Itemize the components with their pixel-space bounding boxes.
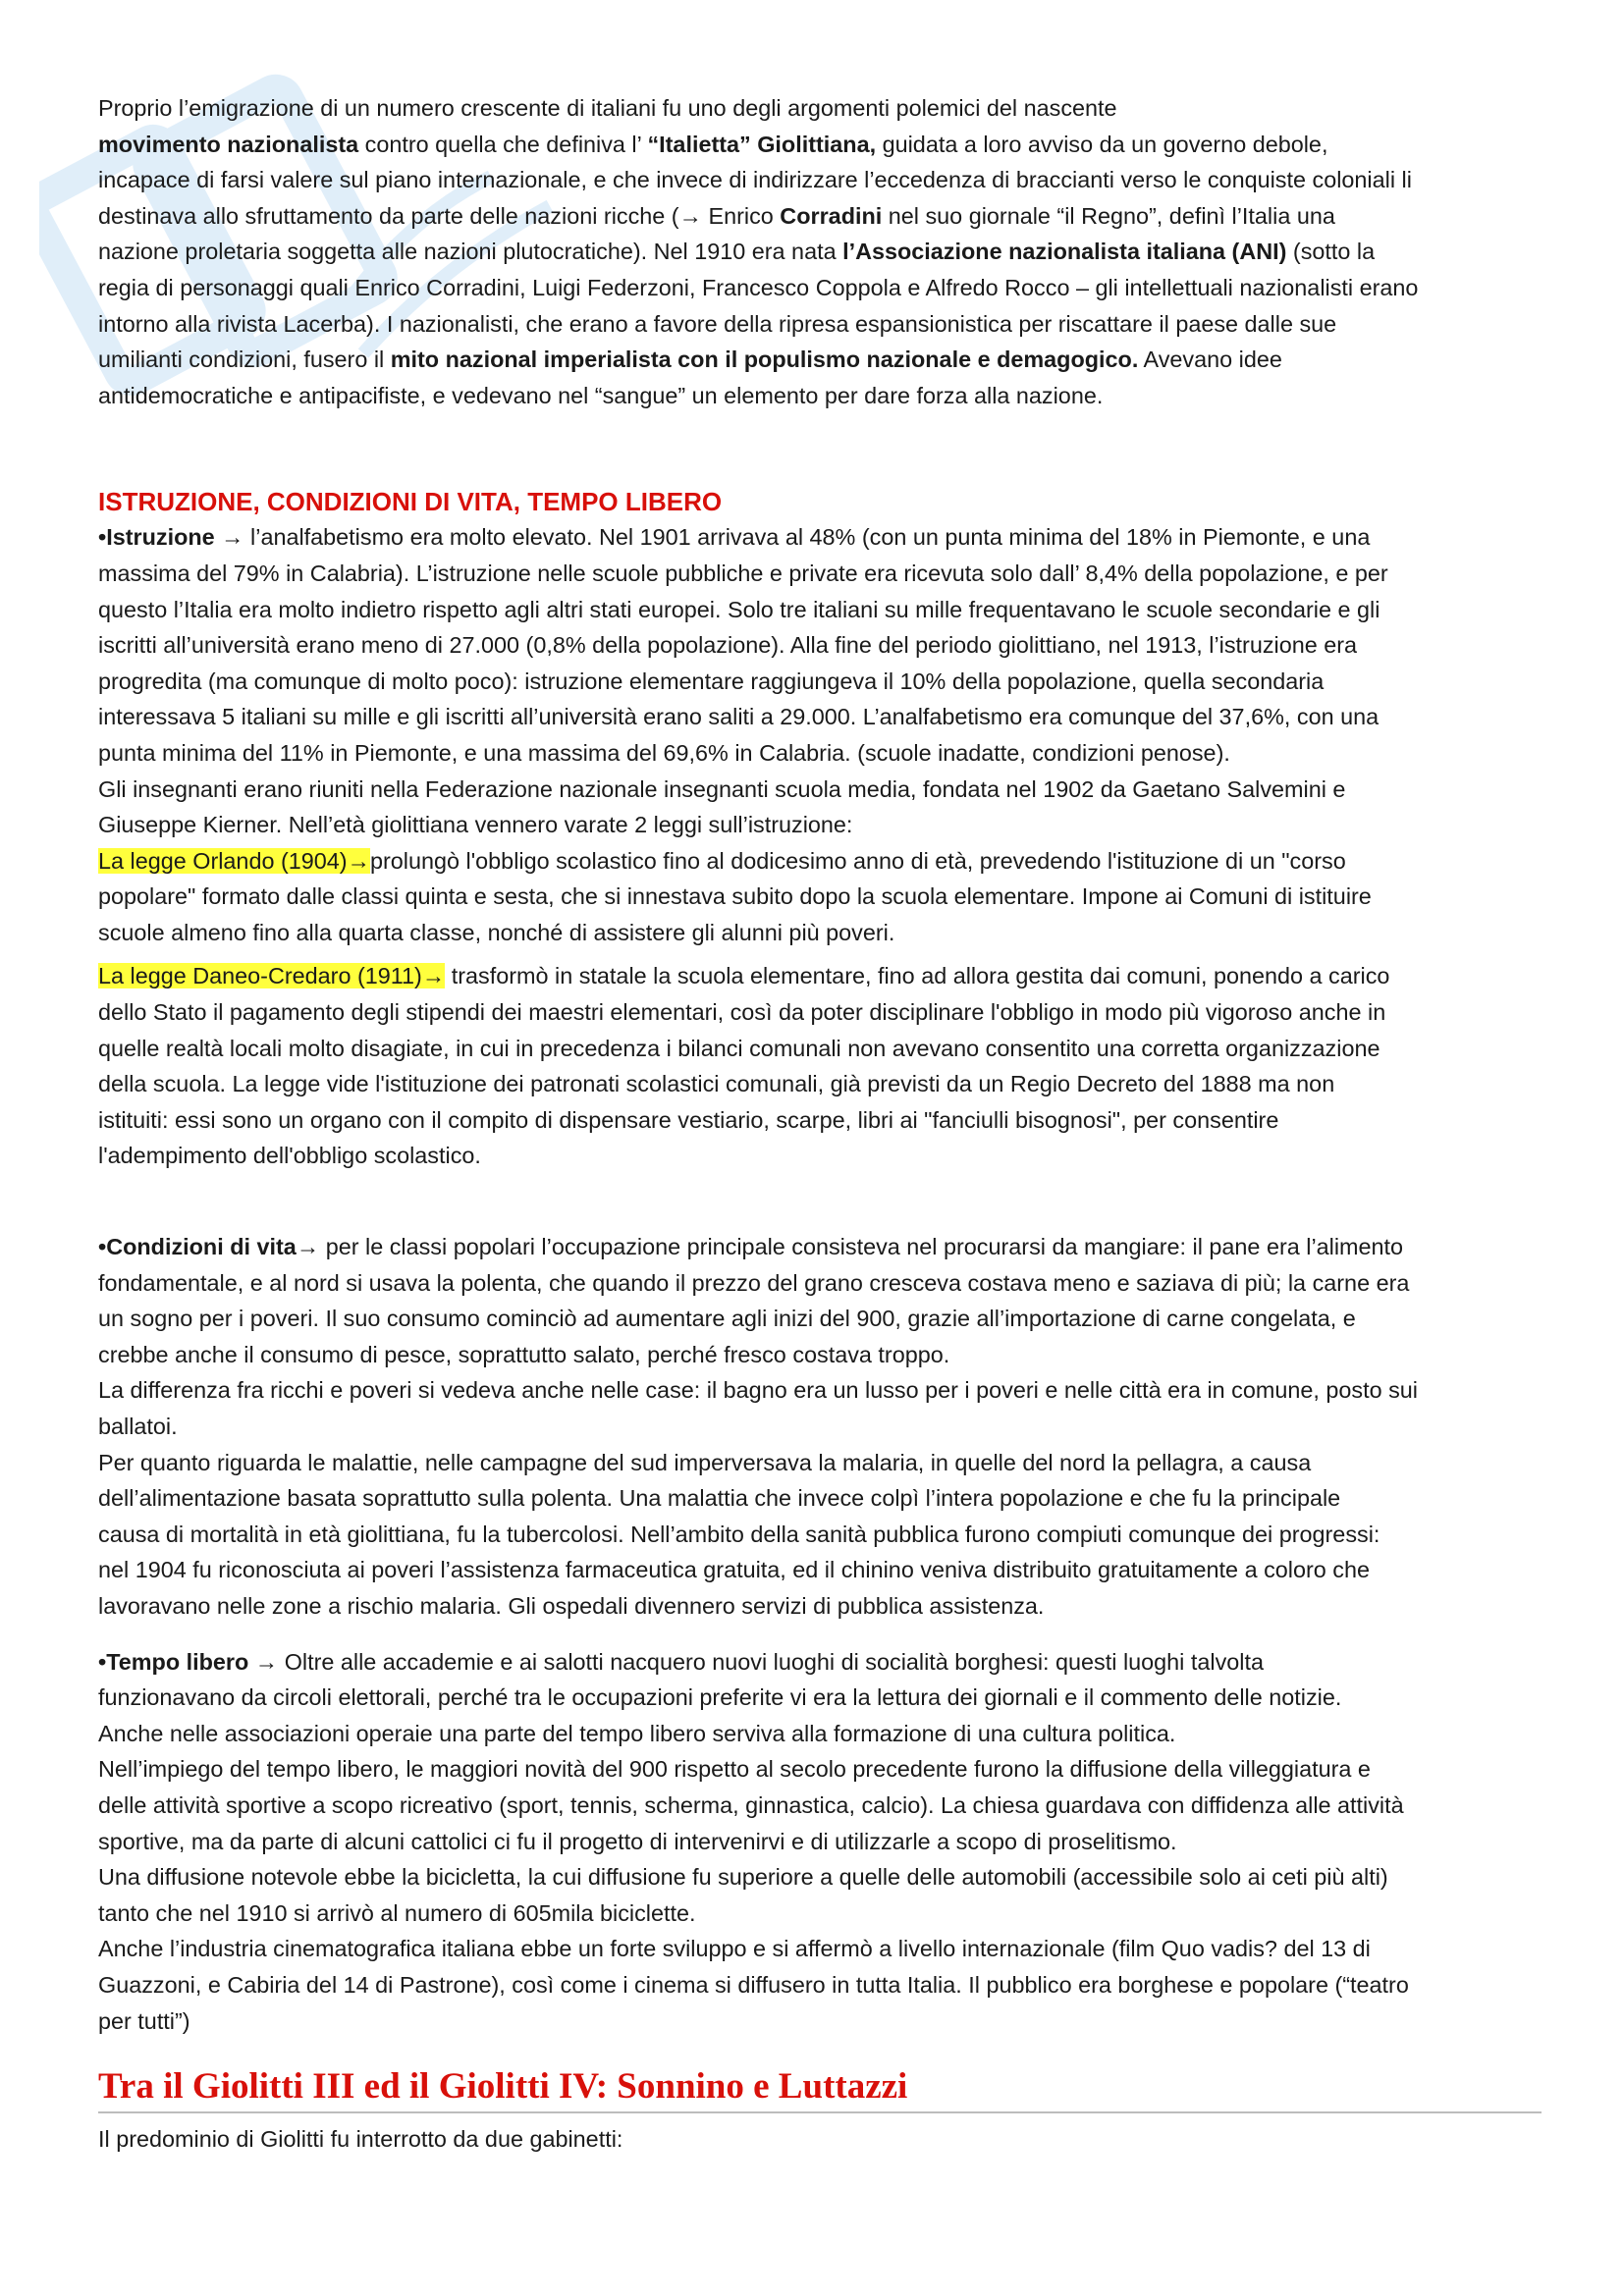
document-page (98, 90, 1542, 2158)
text-line: un sogno per i poveri. Il suo consumo cominciò ad aumentare agli inizi del 900, grazie all’importazione di carne congelata, e (98, 1306, 1356, 1332)
text-line: causa di mortalità in età giolittiana, fu la tubercolosi. Nell’ambito della sanità pubblica furono compiuti comunque dei progressi: (98, 1521, 1380, 1547)
text-line: •Tempo libero → Oltre alle accademie e ai salotti nacquero nuovi luoghi di socialità borghesi: questi luoghi talvolta (98, 1648, 1264, 1675)
text-line: istituiti: essi sono un organo con il compito di dispensare vestiario, scarpe, libri ai "fanciulli bisognosi", per consentire (98, 1106, 1279, 1133)
text-line: incapace di farsi valere sul piano internazionale, e che invece di indirizzare l’eccedenza di braccianti verso le conquiste coloniali li (98, 167, 1412, 193)
text-line: Per quanto riguarda le malattie, nelle campagne del sud imperversava la malaria, in quelle del nord la pellagra, a causa (98, 1449, 1312, 1475)
text-line: Anche nelle associazioni operaie una parte del tempo libero serviva alla formazione di una cultura politica. (98, 1720, 1176, 1746)
text-line: La legge Daneo-Credaro (1911)→ trasformò in statale la scuola elementare, fino ad allora gestita dai comuni, ponendo a carico (98, 963, 1390, 989)
text-line: dello Stato il pagamento degli stipendi dei maestri elementari, così da poter disciplinare l'obbligo in modo più vigoroso anche in (98, 999, 1386, 1026)
text-line: Proprio l’emigrazione di un numero crescente di italiani fu uno degli argomenti polemici del nascente (98, 95, 1117, 121)
text-line: antidemocratiche e antipacifiste, e vedevano nel “sangue” un elemento per dare forza alla nazione. (98, 382, 1104, 408)
text-line: movimento nazionalista contro quella che definiva l’ “Italietta” Giolittiana, guidata a loro avviso da un governo debole, (98, 131, 1328, 157)
text-line: punta minima del 11% in Piemonte, e una massima del 69,6% in Calabria. (scuole inadatte, condizioni penose). (98, 739, 1230, 766)
chapter-title: Tra il Giolitti III ed il Giolitti IV: Sonnino e Luttazzi (98, 2066, 908, 2108)
text-line: regia di personaggi quali Enrico Corradini, Luigi Federzoni, Francesco Coppola e Alfredo Rocco – gli intellettuali nazionalisti erano (98, 274, 1419, 300)
text-line: ballatoi. (98, 1414, 178, 1439)
highlight-legge-daneo-credaro: La legge Daneo-Credaro (1911)→ (98, 963, 446, 989)
text-line: interessava 5 italiani su mille e gli iscritti all’università erano saliti a 29.000. L’analfabetismo era comunque del 37,6%, con una (98, 704, 1380, 730)
text-line: popolare" formato dalle classi quinta e sesta, che si innestava subito dopo la scuola elementare. Impone ai Comuni di istituire (98, 883, 1372, 910)
text-line: destinava allo sfruttamento da parte delle nazioni ricche (→ Enrico Corradini nel suo giornale “il Regno”, definì l’Italia una (98, 202, 1335, 229)
text-line: La differenza fra ricchi e poveri si vedeva anche nelle case: il bagno era un lusso per i poveri e nelle città era in comune, posto sui (98, 1377, 1419, 1404)
text-line: della scuola. La legge vide l'istituzione dei patronati scolastici comunali, già previsti da un Regio Decreto del 1888 ma non (98, 1071, 1335, 1097)
paragraph-nazionalismo (98, 90, 1542, 413)
title-divider (98, 2111, 1542, 2113)
text-line: lavoravano nelle zone a rischio malaria. Gli ospedali divennero servizi di pubblica assistenza. (98, 1592, 1045, 1619)
text-line: Gli insegnanti erano riuniti nella Federazione nazionale insegnanti scuola media, fondata nel 1902 da Gaetano Salvemini e (98, 775, 1346, 802)
text-line: Una diffusione notevole ebbe la bicicletta, la cui diffusione fu superiore a quelle delle automobili (accessibile solo ai ceti più alti) (98, 1864, 1388, 1891)
text-line: Anche l’industria cinematografica italiana ebbe un forte sviluppo e si affermò a livello internazionale (film Quo vadis? del 13 di (98, 1936, 1371, 1962)
text-line: per tutti”) (98, 2007, 190, 2034)
highlight-legge-orlando: La legge Orlando (1904)→ (98, 847, 370, 874)
text-line: iscritti all’università erano meno di 27.000 (0,8% della popolazione). Alla fine del periodo giolittiano, nel 1913, l’istruzione era (98, 632, 1358, 659)
paragraph-istruzione (98, 519, 1542, 842)
text-line: Guazzoni, e Cabiria del 14 di Pastrone), così come i cinema si diffusero in tutta Italia. Il pubblico era borghese e popolare (“teatro (98, 1971, 1409, 1998)
paragraph-condizioni-di-vita (98, 1229, 1542, 1625)
text-line: funzionavano da circoli elettorali, perché tra le occupazioni preferite vi era la lettura dei giornali e il commento delle notizie. (98, 1684, 1342, 1711)
text-line: crebbe anche il consumo di pesce, soprattutto salato, perché fresco costava troppo. (98, 1341, 950, 1367)
text-line: Giuseppe Kierner. Nell’età giolittiana vennero varate 2 leggi sull’istruzione: (98, 812, 853, 838)
text-line: l'adempimento dell'obbligo scolastico. (98, 1143, 481, 1169)
closing-line: Il predominio di Giolitti fu interrotto da due gabinetti: (98, 2126, 623, 2153)
text-line: La legge Orlando (1904)→prolungò l'obbligo scolastico fino al dodicesimo anno di età, prevedendo l'istituzione di un "corso (98, 847, 1346, 874)
legge-daneo-credaro (98, 958, 1542, 1174)
paragraph-tempo-libero (98, 1644, 1542, 2040)
text-line: umilianti condizioni, fusero il mito nazional imperialista con il populismo nazionale e demagogico. Avevano idee (98, 347, 1282, 373)
text-line: intorno alla rivista Lacerba). I nazionalisti, che erano a favore della ripresa espansionistica per riscattare il paese dalle sue (98, 310, 1337, 337)
text-line: Nell’impiego del tempo libero, le maggiori novità del 900 rispetto al secolo precedente furono la diffusione della villeggiatura e (98, 1756, 1371, 1783)
text-line: nazione proletaria soggetta alle nazioni plutocratiche). Nel 1910 era nata l’Associazione nazionalista italiana (ANI) (sotto la (98, 239, 1376, 265)
text-line: scuole almeno fino alla quarta classe, nonché di assistere gli alunni più poveri. (98, 919, 895, 945)
section-heading: ISTRUZIONE, CONDIZIONI DI VITA, TEMPO LIBERO (98, 487, 723, 517)
text-line: quelle realtà locali molto disagiate, in cui in precedenza i bilanci comunali non avevano consentito una corretta organizzazione (98, 1035, 1380, 1061)
text-line: progredita (ma comunque di molto poco): istruzione elementare raggiungeva il 10% della popolazione, quella secondaria (98, 667, 1325, 694)
legge-orlando (98, 843, 1542, 951)
text-line: sportive, ma da parte di alcuni cattolici ci fu il progetto di intervenirvi e di utilizzarle a scopo di proselitismo. (98, 1828, 1177, 1854)
text-line: massima del 79% in Calabria). L’istruzione nelle scuole pubbliche e private era ricevuta solo dall’ 8,4% della popolazione, e per (98, 560, 1388, 586)
text-line: delle attività sportive a scopo ricreativo (sport, tennis, scherma, ginnastica, calcio). La chiesa guardava con diffidenza alle attività (98, 1791, 1404, 1818)
text-line: •Istruzione → l’analfabetismo era molto elevato. Nel 1901 arrivava al 48% (con un punta minima del 18% in Piemonte, e una (98, 524, 1371, 551)
text-line: dell’alimentazione basata soprattutto sulla polenta. Una malattia che invece colpì l’intera popolazione e che fu la principale (98, 1485, 1341, 1512)
text-line: nel 1904 fu riconosciuta ai poveri l’assistenza farmaceutica gratuita, ed il chinino veniva distribuito gratuitamente a coloro che (98, 1557, 1370, 1583)
text-line: •Condizioni di vita→ per le classi popolari l’occupazione principale consisteva nel procurarsi da mangiare: il pane era l’alimento (98, 1234, 1404, 1260)
text-line: fondamentale, e al nord si usava la polenta, che quando il prezzo del grano cresceva costava meno e saziava di più; la carne era (98, 1269, 1410, 1296)
text-line: tanto che nel 1910 si arrivò al numero di 605mila biciclette. (98, 1899, 696, 1926)
text-line: questo l’Italia era molto indietro rispetto agli altri stati europei. Solo tre italiani su mille frequentavano le scuole secondarie e gli (98, 596, 1380, 622)
